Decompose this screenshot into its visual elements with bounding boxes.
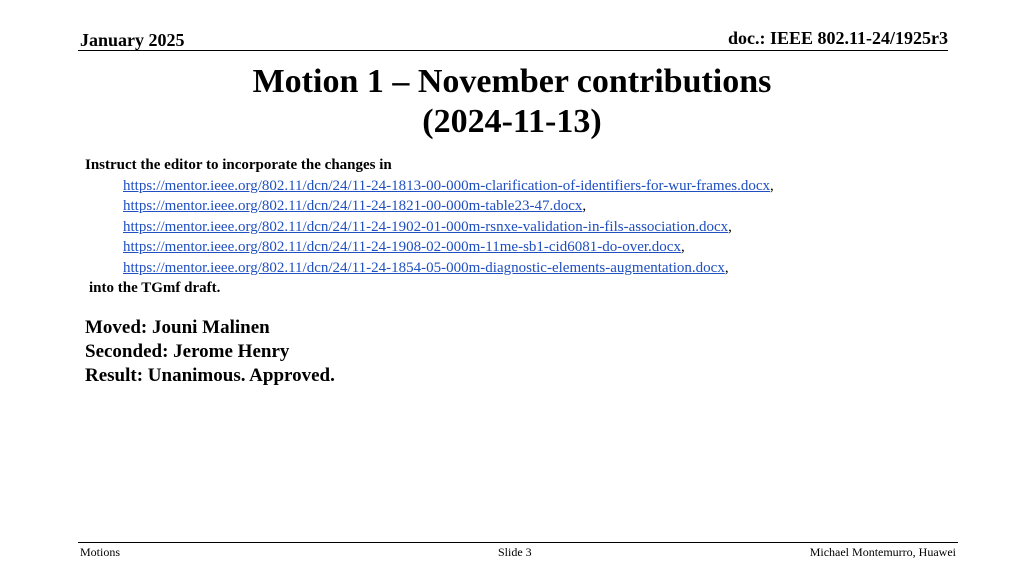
contribution-link-row — [123, 176, 965, 197]
contribution-link-3[interactable]: https://mentor.ieee.org/802.11/dcn/24/11-24-1902-01-000m-rsnxe-validation-in-fils-association.docx — [123, 218, 729, 235]
link-separator: , — [770, 177, 774, 194]
footer-author: Michael Montemurro, Huawei — [809, 545, 956, 559]
contribution-link-row — [123, 237, 965, 258]
moved-by: Moved: Jouni Malinen — [85, 317, 270, 338]
slide-number: Slide 3 — [498, 545, 532, 559]
slide-title-line2: (2024-11-13) — [422, 103, 602, 140]
contribution-link-4[interactable]: https://mentor.ieee.org/802.11/dcn/24/11-24-1908-02-000m-11me-sb1-cid6081-do-over.docx — [123, 239, 681, 255]
motion-intro: Instruct the editor to incorporate the changes in — [85, 157, 392, 173]
slide-title-line1: Motion 1 – November contributions — [252, 63, 772, 100]
motion-text — [85, 155, 965, 299]
link-separator: , — [680, 239, 685, 255]
header-date: January 2025 — [80, 30, 185, 50]
motion-result — [85, 316, 335, 388]
header-doc-id: doc.: IEEE 802.11-24/1925r3 — [727, 28, 948, 48]
contribution-link-1[interactable]: https://mentor.ieee.org/802.11/dcn/24/11-24-1813-00-000m-clarification-of-identifiers-for-wur-frames.docx — [123, 177, 770, 194]
link-separator: , — [582, 198, 587, 214]
link-separator: , — [728, 218, 732, 235]
link-separator: , — [724, 259, 729, 276]
slide-title — [0, 62, 1024, 142]
seconded-by: Seconded: Jerome Henry — [85, 341, 290, 362]
contribution-link-2[interactable]: https://mentor.ieee.org/802.11/dcn/24/11-24-1821-00-000m-table23-47.docx — [123, 198, 583, 214]
contribution-link-row — [123, 217, 965, 238]
header-divider — [78, 50, 948, 51]
footer-divider — [78, 542, 958, 543]
motion-outro: into the TGmf draft. — [89, 280, 221, 296]
contribution-link-row — [123, 196, 965, 217]
result-outcome: Result: Unanimous. Approved. — [85, 365, 335, 386]
footer-section: Motions — [80, 545, 121, 559]
contribution-link-row — [123, 258, 965, 279]
contribution-link-5[interactable]: https://mentor.ieee.org/802.11/dcn/24/11-24-1854-05-000m-diagnostic-elements-augmentation.docx — [123, 259, 725, 276]
